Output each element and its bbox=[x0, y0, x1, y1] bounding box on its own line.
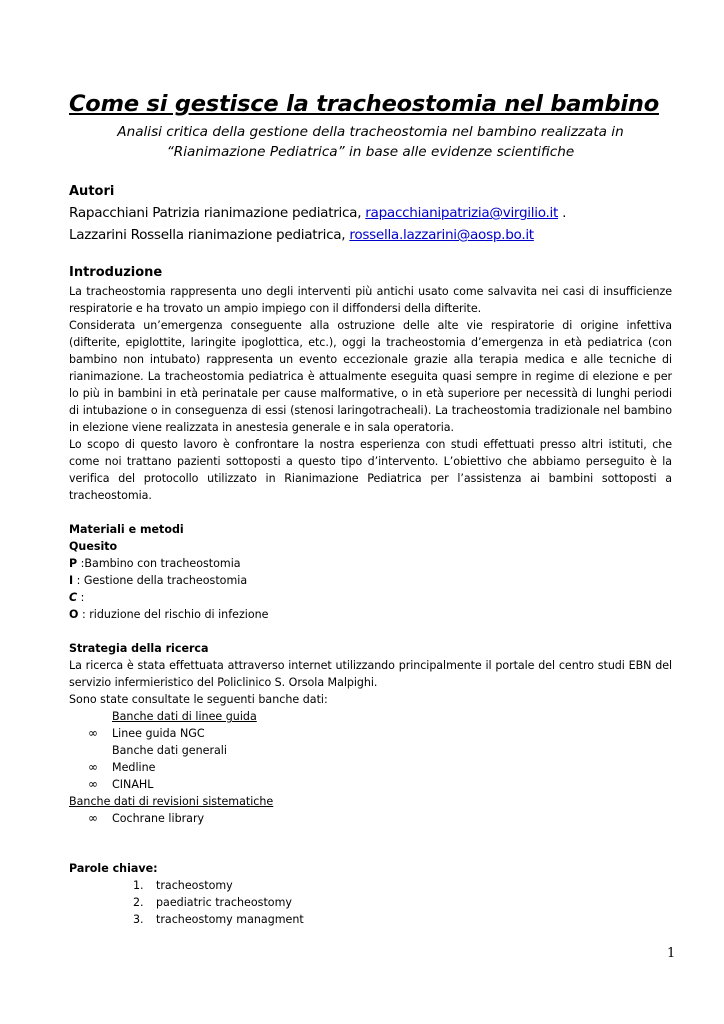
author-2-email-link[interactable]: rossella.lazzarini@aosp.bo.it bbox=[349, 227, 534, 243]
general-db-heading: Banche dati generali bbox=[112, 744, 227, 757]
document-page bbox=[69, 88, 672, 928]
guidelines-db-heading: Banche dati di linee guida bbox=[112, 710, 257, 723]
db-list-item: ∞ Medline bbox=[88, 760, 156, 774]
intro-text bbox=[69, 283, 672, 504]
intro-heading: Introduzione bbox=[69, 265, 163, 280]
author-line-2: Lazzarini Rossella rianimazione pediatrica, rossella.lazzarini@aosp.bo.it bbox=[69, 227, 534, 243]
pico-item-p: P :Bambino con tracheostomia bbox=[69, 557, 241, 570]
strategy-databases-intro: Sono state consultate le seguenti banche dati: bbox=[69, 693, 328, 706]
author-1-email-link[interactable]: rapacchianipatrizia@virgilio.it bbox=[365, 205, 559, 221]
intro-paragraph: Considerata un’emergenza conseguente alla ostruzione delle alte vie respiratorie di origine infettiva (difterite, epiglottite, laringite ipoglottica, etc.), oggi la tracheostomia d’emergenza in età pediatrica (con bambino non intubato) rappresenta un evento eccezionale grazie alla terapia medica e alle tecniche di rianimazione. La tracheostomia pediatrica è attualmente eseguita quasi sempre in regime di elezione e per lo più in bambini in età perinatale per cause malformative, o in età superiore per necessità di lunghi periodi di intubazione o in conseguenza di essi (stenosi laringotracheali). La tracheostomia tradizionale nel bambino in elezione viene realizzata in anestesia generale e in sala operatoria. bbox=[69, 319, 672, 434]
db-list-item: ∞ Cochrane library bbox=[88, 811, 205, 825]
page-number: 1 bbox=[667, 946, 676, 961]
pico-item-c: C : bbox=[69, 591, 85, 604]
keywords-heading: Parole chiave: bbox=[69, 862, 158, 875]
author-line-1: Rapacchiani Patrizia rianimazione pediatrica, rapacchianipatrizia@virgilio.it . bbox=[69, 205, 567, 221]
question-heading: Quesito bbox=[69, 540, 118, 553]
db-list-item: ∞ Linee guida NGC bbox=[88, 726, 205, 740]
strategy-heading: Strategia della ricerca bbox=[69, 642, 209, 655]
infinity-bullet-icon: ∞ bbox=[88, 726, 98, 740]
strategy-paragraph: La ricerca è stata effettuata attraverso internet utilizzando principalmente il portale del centro studi EBN del servizio infermieristico del Policlinico S. Orsola Malpighi. bbox=[69, 659, 672, 689]
keyword-item: 1. tracheostomy bbox=[133, 879, 233, 892]
infinity-bullet-icon: ∞ bbox=[88, 811, 98, 825]
intro-paragraph: Lo scopo di questo lavoro è confrontare la nostra esperienza con studi effettuati presso altri istituti, che come noi trattano pazienti sottoposti a questo tipo d’intervento. L’obiettivo che abbiamo perseguito è la verifica del protocollo utilizzato in Rianimazione Pediatrica per l’assistenza ai bambini sottoposti a tracheostomia. bbox=[69, 438, 672, 502]
authors-heading: Autori bbox=[69, 184, 115, 199]
keywords-list bbox=[69, 877, 672, 928]
document-title: Come si gestisce la tracheostomia nel bambino bbox=[69, 91, 659, 117]
pico-item-i: I : Gestione della tracheostomia bbox=[69, 574, 248, 587]
keyword-item: 2. paediatric tracheostomy bbox=[133, 896, 292, 909]
db-list-item: ∞ CINAHL bbox=[88, 777, 154, 791]
pico-item-o: O : riduzione del rischio di infezione bbox=[69, 608, 269, 621]
infinity-bullet-icon: ∞ bbox=[88, 777, 98, 791]
keyword-item: 3. tracheostomy managment bbox=[133, 913, 304, 926]
intro-paragraph: La tracheostomia rappresenta uno degli interventi più antichi usato come salvavita nei casi di insufficienze respiratorie e ha trovato un ampio impiego con il diffondersi della difterite. bbox=[69, 285, 672, 315]
reviews-db-heading: Banche dati di revisioni sistematiche bbox=[69, 795, 274, 808]
methods-heading: Materiali e metodi bbox=[69, 523, 184, 536]
infinity-bullet-icon: ∞ bbox=[88, 760, 98, 774]
document-subtitle: Analisi critica della gestione della tracheostomia nel bambino realizzata in “Rianimazione Pediatrica” in base alle evidenze scientifiche bbox=[117, 124, 624, 160]
